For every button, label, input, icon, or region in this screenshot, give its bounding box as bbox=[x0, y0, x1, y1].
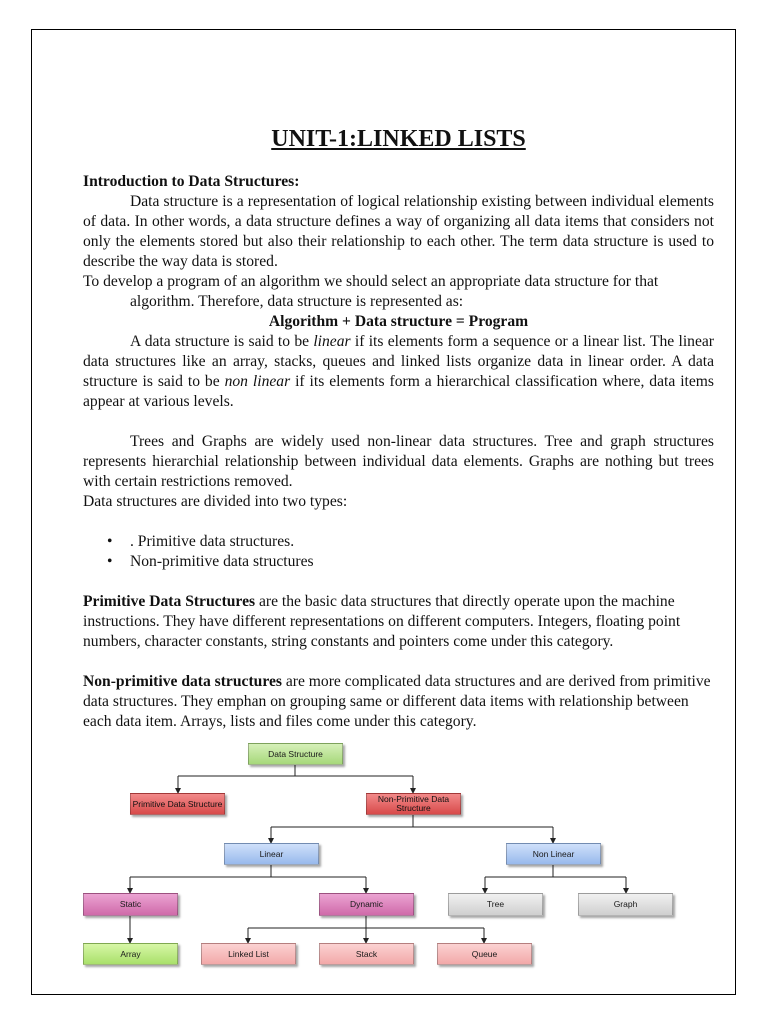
linear-term: linear bbox=[313, 333, 351, 350]
paragraph-nonprimitive: Non-primitive data structures are more complicated data structures and are derived from primitive data structures. They emphan on grouping same or different data items with relationship between each data item. Arrays, lists and files come under this category. bbox=[83, 673, 711, 730]
body-text bbox=[83, 172, 714, 732]
node-static: Static bbox=[83, 893, 178, 916]
page-title: UNIT-1:LINKED LISTS bbox=[271, 126, 526, 152]
intro-heading: Introduction to Data Structures: bbox=[83, 173, 300, 190]
paragraph-program: To develop a program of an algorithm we should select an appropriate data structure for that algorithm. Therefore, data structure is represented as: bbox=[83, 273, 659, 310]
node-tree: Tree bbox=[448, 893, 543, 916]
formula: Algorithm + Data structure = Program bbox=[268, 313, 529, 330]
nonlinear-term: non linear bbox=[224, 373, 291, 390]
node-non-primitive: Non-Primitive Data Structure bbox=[366, 793, 461, 815]
node-graph: Graph bbox=[578, 893, 673, 916]
nonprimitive-term: Non-primitive data structures bbox=[83, 673, 282, 690]
list-item: • . Primitive data structures. bbox=[107, 533, 295, 550]
node-linear: Linear bbox=[224, 843, 319, 865]
node-data-structure: Data Structure bbox=[248, 743, 343, 765]
paragraph-linear: A data structure is said to be linear if its elements form a sequence or a linear list. The linear data structures like an array, stacks, queues and linked lists organize data in linear order. A data structure is said to be non linear if its elements form a hierarchical classification where, data items appear at various levels. bbox=[83, 333, 714, 410]
node-queue: Queue bbox=[437, 943, 532, 965]
node-linked-list: Linked List bbox=[201, 943, 296, 965]
primitive-term: Primitive Data Structures bbox=[83, 593, 256, 610]
paragraph-types: Data structures are divided into two types: bbox=[83, 493, 348, 510]
node-dynamic: Dynamic bbox=[319, 893, 414, 916]
node-primitive: Primitive Data Structure bbox=[130, 793, 225, 815]
node-stack: Stack bbox=[319, 943, 414, 965]
paragraph-trees-graphs: Trees and Graphs are widely used non-linear data structures. Tree and graph structures represents hierarchial relationship between individual data elements. Graphs are nothing but trees with certain restrictions removed. bbox=[83, 433, 714, 490]
paragraph-definition: Data structure is a representation of logical relationship existing between individual elements of data. In other words, a data structure defines a way of organizing all data items that considers not only the elements stored but also their relationship to each other. The term data structure is used to describe the way data is stored. bbox=[83, 193, 714, 270]
list-item: • Non-primitive data structures bbox=[107, 553, 314, 570]
types-list bbox=[83, 532, 714, 572]
node-array: Array bbox=[83, 943, 178, 965]
paragraph-primitive: Primitive Data Structures are the basic data structures that directly operate upon the machine instructions. They have different representations on different computers. Integers, floating point numbers, character constants, string constants and pointers come under this category. bbox=[83, 593, 681, 650]
node-non-linear: Non Linear bbox=[506, 843, 601, 865]
